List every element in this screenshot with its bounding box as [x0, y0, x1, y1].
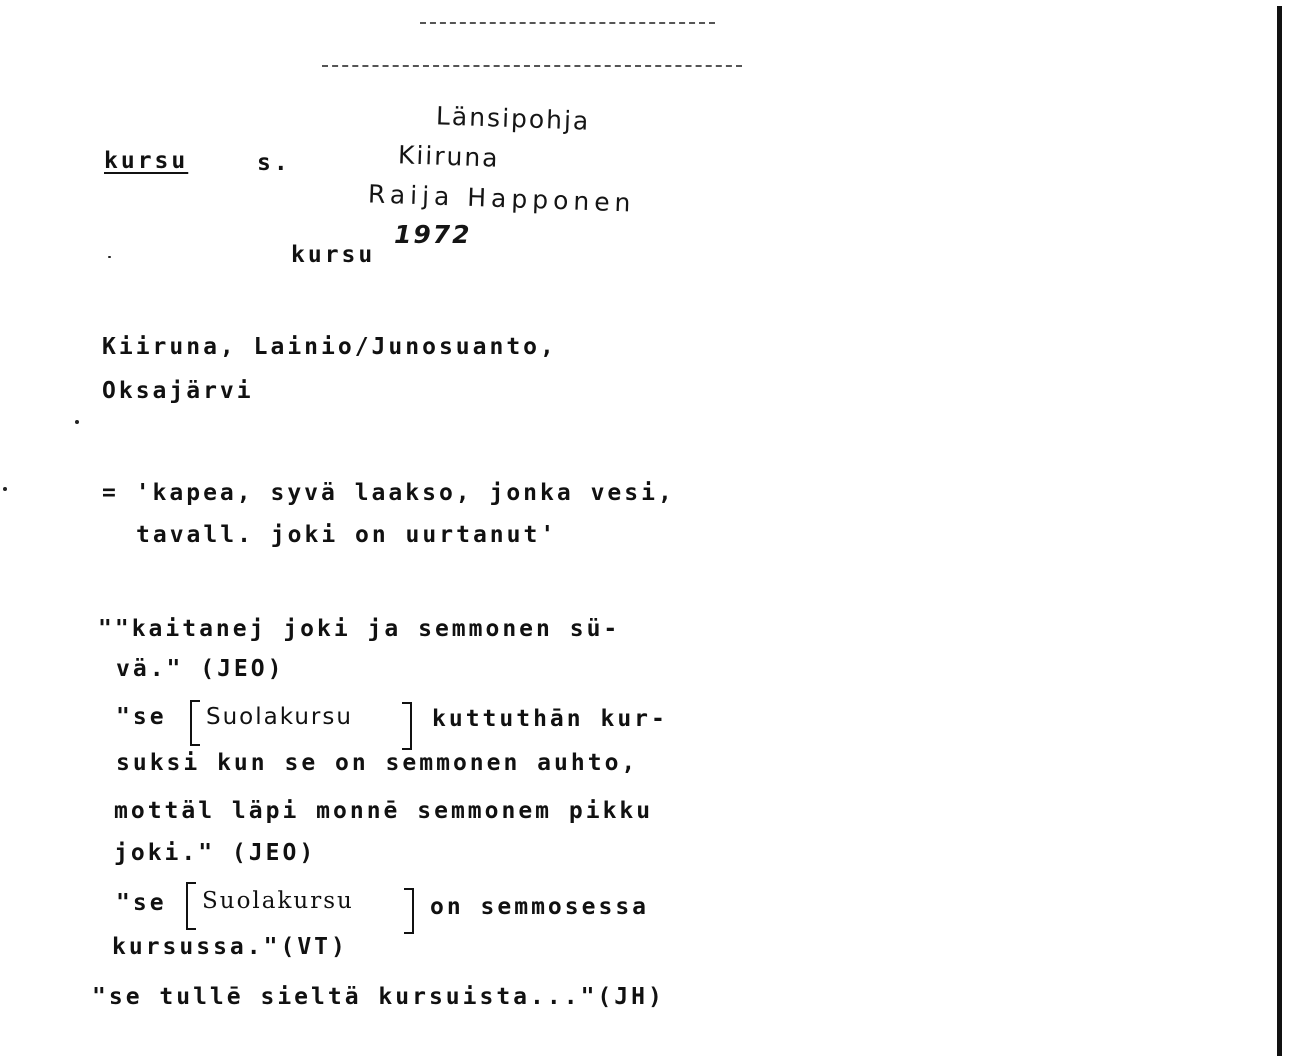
- left-bracket: [186, 882, 196, 930]
- example-2-rest: kuttuthān kur-: [432, 706, 668, 732]
- headword: kursu: [104, 148, 189, 174]
- example-1-line-1: ""kaitanej joki ja semmonen sü-: [98, 616, 621, 642]
- example-3-prefix: "se: [116, 890, 167, 916]
- handwritten-place: Kiiruna: [397, 140, 501, 173]
- example-2-line-4: joki." (JEO): [114, 840, 317, 866]
- top-rule-2: [322, 65, 742, 67]
- location-line-2: Oksajärvi: [102, 378, 254, 404]
- part-of-speech: s.: [257, 150, 291, 176]
- definition-line-2: tavall. joki on uurtanut': [136, 522, 558, 548]
- example-1-line-2: vä." (JEO): [116, 656, 285, 682]
- handwritten-collector: Raija Happonen: [367, 179, 636, 218]
- scan-speck: [75, 420, 79, 424]
- definition-line-1: = 'kapea, syvä laakso, jonka vesi,: [102, 480, 675, 506]
- left-bracket: [190, 700, 200, 746]
- right-bracket: [404, 888, 414, 934]
- top-rule-1: [420, 22, 715, 24]
- example-3-bracketed: Suolakursu: [202, 888, 354, 914]
- example-3-line-2: kursussa."(VT): [112, 934, 348, 960]
- handwritten-region: Länsipohja: [435, 101, 591, 136]
- right-bracket: [402, 702, 412, 750]
- handwritten-year: 1972: [394, 220, 472, 249]
- scan-speck: [108, 256, 111, 258]
- location-line-1: Kiiruna, Lainio/Junosuanto,: [102, 334, 557, 360]
- example-2-line-2: suksi kun se on semmonen auhto,: [116, 750, 639, 776]
- example-2-prefix: "se: [116, 704, 167, 730]
- scan-speck: [3, 487, 7, 491]
- example-3-rest: on semmosessa: [430, 894, 650, 920]
- card-edge-line: [1277, 6, 1282, 1056]
- example-2-bracketed: Suolakursu: [206, 704, 353, 730]
- example-2-line-3: mottäl läpi monnē semmonem pikku: [114, 798, 654, 824]
- dialect-form: kursu: [291, 242, 376, 268]
- example-4: "se tullē sieltä kursuista..."(JH): [92, 984, 665, 1010]
